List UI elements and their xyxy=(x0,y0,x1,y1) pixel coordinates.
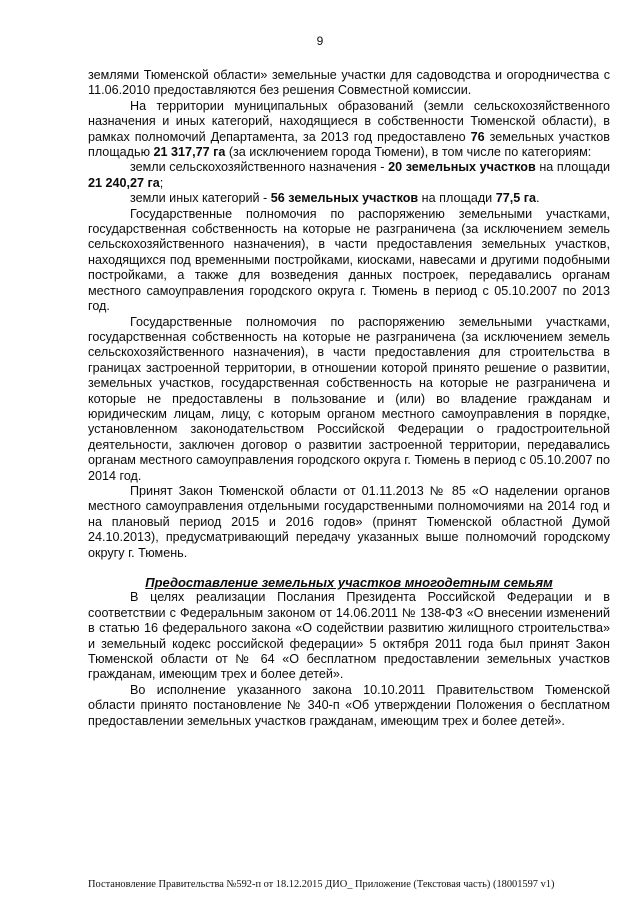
list-item: земли иных категорий - 56 земельных участков на площади 77,5 га. xyxy=(130,191,540,206)
paragraph: Государственные полномочия по распоряжению земельными участками, государственная собственность на которые не разграничена (за исключением земель сельскохозяйственного назначения), в части предоставления для строительства в границах застроенной территории, в отношении которой принято решение о развитии, земельных участков, государственная собственность на которые не разграничена и которые не предоставлены в пользование и (или) во владение гражданам и юридическим лицам, лицу, с которым органом местного самоуправления в порядке, установленном законодательством Российской Федерации о градостроительной деятельности, заключен договор о развитии застроенной территории, передавались органам местного самоуправления городского округа г. Тюмень в период с 05.10.2007 по 2014 год. xyxy=(88,314,610,483)
paragraph: Во исполнение указанного закона 10.10.2011 Правительством Тюменской области принято постановление № 340-п «Об утверждении Положения о бесплатном предоставлении земельных участков гражданам, имеющим трех и более детей». xyxy=(88,682,610,728)
document-body xyxy=(88,68,610,729)
paragraph: Государственные полномочия по распоряжению земельными участками, государственная собственность на которые не разграничена (за исключением земель сельскохозяйственного назначения), в части предоставления земельных участков, находящихся под временными постройками, киосками, навесами и другими подобными постройками, а также для возведения данных построек, передавались органам местного самоуправления городского округа г. Тюмень в период с 05.10.2007 по 2013 год. xyxy=(88,206,610,314)
paragraph: Принят Закон Тюменской области от 01.11.2013 № 85 «О наделении органов местного самоуправления отдельными государственными полномочиями на 2014 год и на плановый период 2015 и 2016 годов» (принят Тюменской областной Думой 24.10.2013), предусматривающий передачу указанных выше полномочий городскому округу г. Тюмень. xyxy=(88,483,610,560)
section-heading: Предоставление земельных участков многодетным семьям xyxy=(145,575,553,590)
paragraph: землями Тюменской области» земельные участки для садоводства и огородничества с 11.06.2010 предоставляются без решения Совместной комиссии. xyxy=(88,68,610,98)
paragraph: На территории муниципальных образований (земли сельскохозяйственного назначения и иных категорий, находящиеся в собственности Тюменской области), в рамках полномочий Департамента, за 2013 год предоставлено 76 земельных участков площадью 21 317,77 га (за исключением города Тюмени), в том числе по категориям: xyxy=(88,98,610,160)
list-item: земли сельскохозяйственного назначения - 20 земельных участков на площади 21 240,27 га; xyxy=(88,160,610,190)
footer: Постановление Правительства №592-п от 18.12.2015 ДИО_ Приложение (Текстовая часть) (18001597 v1) xyxy=(88,879,555,890)
page-number: 9 xyxy=(316,34,324,48)
paragraph: В целях реализации Послания Президента Российской Федерации и в соответствии с Федеральным законом от 14.06.2011 № 138-ФЗ «О внесении изменений в статью 16 федерального закона «О содействии развитию жилищного строительства» и земельный кодекс российской федерации» 5 октября 2011 года был принят Закон Тюменской области от № 64 «О бесплатном предоставлении земельных участков гражданам, имеющим трех и более детей». xyxy=(88,590,610,682)
